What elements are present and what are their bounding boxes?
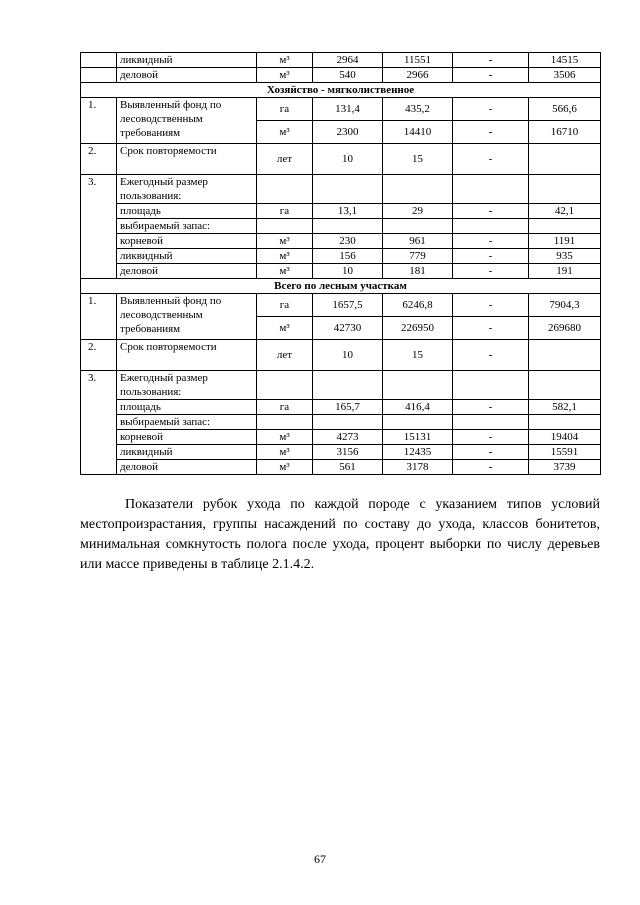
value-total-cell: 566,6 [529, 98, 601, 121]
value-1-cell [313, 219, 383, 234]
unit-cell: м³ [257, 460, 313, 475]
value-total-cell [529, 219, 601, 234]
table-row [81, 294, 601, 317]
value-1-cell: 131,4 [313, 98, 383, 121]
value-2-cell: 3178 [383, 460, 453, 475]
value-1-cell [313, 175, 383, 204]
value-total-cell: 14515 [529, 53, 601, 68]
value-3-cell: - [453, 460, 529, 475]
value-2-cell: 2966 [383, 68, 453, 83]
value-total-cell: 7904,3 [529, 294, 601, 317]
value-1-cell: 156 [313, 249, 383, 264]
value-total-cell [529, 175, 601, 204]
value-3-cell [453, 175, 529, 204]
value-2-cell [383, 219, 453, 234]
unit-cell: га [257, 98, 313, 121]
value-3-cell: - [453, 317, 529, 340]
value-2-cell: 12435 [383, 445, 453, 460]
row-number-cell: 1. [81, 294, 117, 340]
unit-cell: га [257, 204, 313, 219]
table-row [81, 371, 601, 400]
row-number-cell [81, 68, 117, 83]
unit-cell [257, 219, 313, 234]
value-3-cell: - [453, 204, 529, 219]
value-1-cell: 3156 [313, 445, 383, 460]
unit-cell: м³ [257, 121, 313, 144]
row-label-cell: Выявленный фонд по лесоводственным требованиям [117, 294, 257, 340]
row-label-cell: площадь [117, 400, 257, 415]
value-2-cell: 15 [383, 340, 453, 371]
value-3-cell: - [453, 340, 529, 371]
value-2-cell: 416,4 [383, 400, 453, 415]
row-number-cell [81, 53, 117, 68]
value-2-cell: 226950 [383, 317, 453, 340]
table-row [81, 234, 601, 249]
value-2-cell: 15131 [383, 430, 453, 445]
table-row [81, 415, 601, 430]
value-2-cell: 779 [383, 249, 453, 264]
row-number-cell: 3. [81, 175, 117, 279]
value-1-cell: 10 [313, 264, 383, 279]
row-label-cell: ликвидный [117, 249, 257, 264]
unit-cell: м³ [257, 68, 313, 83]
value-total-cell [529, 415, 601, 430]
section-title: Хозяйство - мягколиственное [81, 83, 601, 98]
row-label-cell: ликвидный [117, 53, 257, 68]
value-2-cell: 961 [383, 234, 453, 249]
unit-cell [257, 175, 313, 204]
value-total-cell: 19404 [529, 430, 601, 445]
value-3-cell: - [453, 121, 529, 144]
value-1-cell: 2964 [313, 53, 383, 68]
value-1-cell: 10 [313, 144, 383, 175]
row-number-cell: 2. [81, 144, 117, 175]
value-total-cell: 935 [529, 249, 601, 264]
value-total-cell [529, 371, 601, 400]
value-1-cell: 42730 [313, 317, 383, 340]
value-1-cell: 4273 [313, 430, 383, 445]
table-row [81, 340, 601, 371]
value-3-cell: - [453, 234, 529, 249]
unit-cell: м³ [257, 234, 313, 249]
value-2-cell: 15 [383, 144, 453, 175]
value-1-cell: 10 [313, 340, 383, 371]
value-3-cell: - [453, 264, 529, 279]
row-label-cell: ликвидный [117, 445, 257, 460]
unit-cell [257, 371, 313, 400]
table-row [81, 53, 601, 68]
value-1-cell [313, 415, 383, 430]
value-2-cell: 6246,8 [383, 294, 453, 317]
unit-cell: га [257, 294, 313, 317]
value-total-cell: 3739 [529, 460, 601, 475]
table-row [81, 460, 601, 475]
table-row [81, 264, 601, 279]
value-total-cell [529, 340, 601, 371]
value-3-cell [453, 415, 529, 430]
value-3-cell: - [453, 68, 529, 83]
row-label-cell: деловой [117, 68, 257, 83]
value-total-cell: 3506 [529, 68, 601, 83]
row-number-cell: 3. [81, 371, 117, 475]
row-label-cell: корневой [117, 234, 257, 249]
unit-cell: м³ [257, 445, 313, 460]
harvest-table [80, 52, 601, 475]
value-2-cell: 435,2 [383, 98, 453, 121]
unit-cell [257, 415, 313, 430]
value-1-cell: 165,7 [313, 400, 383, 415]
value-total-cell: 582,1 [529, 400, 601, 415]
row-label-cell: Срок повторяемости [117, 144, 257, 175]
value-3-cell: - [453, 445, 529, 460]
row-label-cell: Срок повторяемости [117, 340, 257, 371]
unit-cell: га [257, 400, 313, 415]
value-2-cell: 14410 [383, 121, 453, 144]
section-header-row [81, 279, 601, 294]
value-3-cell [453, 371, 529, 400]
section-title: Всего по лесным участкам [81, 279, 601, 294]
value-2-cell: 11551 [383, 53, 453, 68]
table-row [81, 68, 601, 83]
value-3-cell [453, 219, 529, 234]
value-3-cell: - [453, 400, 529, 415]
body-paragraph: Показатели рубок ухода по каждой породе с указанием типов условий местопроизрастания, группы насаждений по составу до ухода, классов бонитетов, минимальная сомкнутость полога после ухода, процент выборки по числу деревьев или массе приведены в таблице 2.1.4.2. [80, 497, 600, 572]
table-row [81, 98, 601, 121]
row-label-cell: корневой [117, 430, 257, 445]
row-label-cell: Выявленный фонд по лесоводственным требованиям [117, 98, 257, 144]
row-label-cell: деловой [117, 460, 257, 475]
value-total-cell: 42,1 [529, 204, 601, 219]
value-2-cell: 181 [383, 264, 453, 279]
value-total-cell: 1191 [529, 234, 601, 249]
page-number: 67 [314, 852, 326, 866]
row-label-cell: деловой [117, 264, 257, 279]
unit-cell: м³ [257, 430, 313, 445]
unit-cell: лет [257, 144, 313, 175]
value-total-cell: 191 [529, 264, 601, 279]
table-row [81, 219, 601, 234]
table-row [81, 400, 601, 415]
unit-cell: м³ [257, 317, 313, 340]
value-2-cell [383, 371, 453, 400]
row-number-cell: 2. [81, 340, 117, 371]
value-3-cell: - [453, 430, 529, 445]
value-3-cell: - [453, 249, 529, 264]
value-1-cell: 13,1 [313, 204, 383, 219]
value-total-cell [529, 144, 601, 175]
unit-cell: м³ [257, 249, 313, 264]
table-row [81, 249, 601, 264]
row-label-cell: Ежегодный размер пользования: [117, 371, 257, 400]
table-row [81, 445, 601, 460]
table-row [81, 204, 601, 219]
value-2-cell [383, 415, 453, 430]
value-3-cell: - [453, 98, 529, 121]
value-total-cell: 16710 [529, 121, 601, 144]
value-1-cell: 540 [313, 68, 383, 83]
table-row [81, 144, 601, 175]
value-total-cell: 15591 [529, 445, 601, 460]
row-label-cell: площадь [117, 204, 257, 219]
unit-cell: м³ [257, 264, 313, 279]
value-3-cell: - [453, 53, 529, 68]
row-label-cell: выбираемый запас: [117, 415, 257, 430]
value-1-cell: 1657,5 [313, 294, 383, 317]
row-label-cell: выбираемый запас: [117, 219, 257, 234]
value-3-cell: - [453, 294, 529, 317]
table-row [81, 430, 601, 445]
value-1-cell: 230 [313, 234, 383, 249]
value-1-cell: 561 [313, 460, 383, 475]
row-label-cell: Ежегодный размер пользования: [117, 175, 257, 204]
value-1-cell: 2300 [313, 121, 383, 144]
value-total-cell: 269680 [529, 317, 601, 340]
row-number-cell: 1. [81, 98, 117, 144]
value-2-cell [383, 175, 453, 204]
value-3-cell: - [453, 144, 529, 175]
unit-cell: м³ [257, 53, 313, 68]
unit-cell: лет [257, 340, 313, 371]
section-header-row [81, 83, 601, 98]
value-2-cell: 29 [383, 204, 453, 219]
table-row [81, 175, 601, 204]
value-1-cell [313, 371, 383, 400]
